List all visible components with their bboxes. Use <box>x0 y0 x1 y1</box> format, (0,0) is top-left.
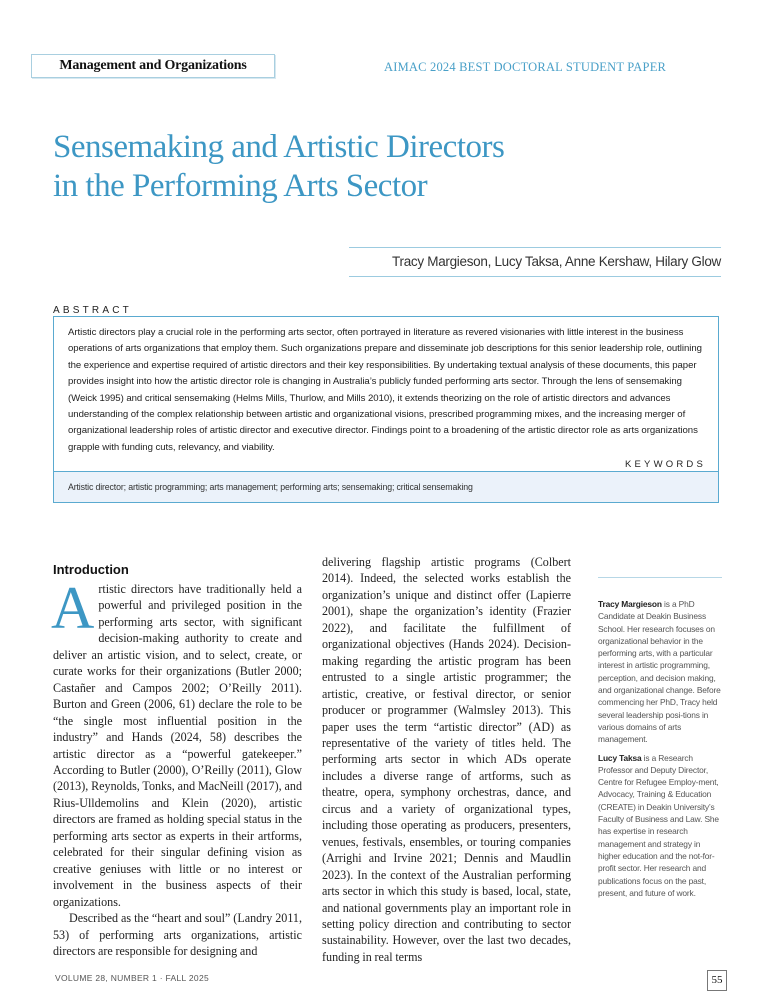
keywords-box <box>54 471 718 502</box>
article-title <box>53 128 693 206</box>
issue-info: VOLUME 28, NUMBER 1 · FALL 2025 <box>55 973 210 984</box>
abstract-text: Artistic directors play a crucial role in the performing arts sector, often portrayed in literature as revered visionaries with little interest in the business operations of arts organizations that employ them. Such organizations prepare and disseminate job descriptions for this senior leadership role, outlining the experience and expertise required of artistic directors and their key responsibilities. By undertaking textual analysis of these documents, this paper provides insight into how the artistic director role is changing in Australia’s publicly funded performing arts sector. Through the lens of sensemaking (Weick 1995) and critical sensemaking (Helms Mills, Thurlow, and Mills 2010), it extends theorizing on the role of artistic directors and advances understanding of the complex relationship between artistic and organizational visions, prescribed programming mixes, and the increasing merger of organizational leadership roles of artistic director and executive director. Findings point to a broadening of the artistic director role as arts organizations grapple with funding cuts, relevancy, and viability. <box>68 327 702 453</box>
abstract-label: ABSTRACT <box>53 305 132 316</box>
bio-text: is a PhD Candidate at Deakin Business School. Her research focuses on organizational behavior in the performing arts, with a particular interest in artistic programming, perception, and decision making, and organizational change. Before commencing her PhD, Tracy held several leadership posi-tions in various domains of arts management. <box>598 599 721 745</box>
drop-cap: A <box>51 575 95 641</box>
bio-name: Tracy Margieson <box>598 599 662 609</box>
authors-block <box>349 247 721 277</box>
introduction-heading: Introduction <box>53 562 129 577</box>
abstract-section <box>53 306 719 503</box>
page-number: 55 <box>707 970 727 991</box>
author-bio-taksa <box>598 752 722 900</box>
keywords-label: KEYWORDS <box>624 459 706 471</box>
bio-name: Lucy Taksa <box>598 752 642 763</box>
intro-paragraph-2-continued: delivering flagship artistic programs (Colbert 2014). Indeed, the selected works establish the organization’s unique and distinct offer (Lapierre 2001), shape the organization’s identity (Frazier 2022), and facilitate the fulfillment of organizational objectives (Hands 2024). Decision-making regarding the artistic program has been entrusted to a single artistic programmer; the artistic, creative, or festival director, or senior producer or programmer (Walmsley 2013). This paper uses the term “artistic director” (AD) as representative of the variety of titles held. The performing arts sector in which ADs operate includes a diverse range of artforms, such as theatre, opera, symphony orchestras, dance, and circus and a variety of organizational types, including those operating as producers, presenters, venues, festivals, ensembles, or touring companies (Arrighi and Irvine 2021; Dennis and Maudlin 2023). In the context of the Australian performing arts sector in which this study is based, local, state, and national governments play an important role in setting policy direction and contributing to sector sustainability. However, over the last two decades, funding in real terms <box>322 555 571 964</box>
award-label: AIMAC 2024 BEST DOCTORAL STUDENT PAPER <box>384 60 667 74</box>
keywords-text: Artistic director; artistic programming; arts management; performing arts; sensemaking; critical sensemaking <box>68 482 473 493</box>
intro-paragraph-2: Described as the “heart and soul” (Landry 2011, 53) of performing arts organizations, artistic directors are responsible for designing and <box>53 911 302 958</box>
author-bio-margieson <box>598 598 722 746</box>
article-title-line-2: in the Performing Arts Sector <box>53 168 428 204</box>
author-bios <box>598 577 722 899</box>
abstract-box <box>53 316 719 503</box>
section-tag: Management and Organizations <box>31 54 275 78</box>
article-title-line-1: Sensemaking and Artistic Directors <box>53 129 505 165</box>
body-column-2 <box>322 554 571 965</box>
intro-paragraph-1 <box>51 575 302 910</box>
bio-text: is a Research Professor and Deputy Director, Centre for Refugee Employ-ment, Advocacy, Training & Education (CREATE) in Deakin University’s Faculty of Business and Law. She has expertise in research management and strategy in higher education and the not-for-profit sector. Her research and publications focus on the past, present, and future of work. <box>598 752 719 898</box>
author-list: Tracy Margieson, Lucy Taksa, Anne Kershaw, Hilary Glow <box>392 254 721 269</box>
intro-paragraph-1-text: rtistic directors have traditionally held a powerful and privileged position in the performing arts sector, with significant decision-making authority to create and deliver an artistic vision, and to select, create, or curate works for their organizations (Butler 2000; Castañer and Campos 2002; O’Reilly 2011). Burton and Green (2006, 61) declare the role to be “the single most influential position in the industry” and Hands (2024, 58) describes the artistic director as a “powerful gatekeeper.” According to Butler (2000), O’Reilly (2011), Glow (2013), Reynolds, Tonks, and MacNeill (2017), and Rius-Ulldemolins and Klein (2020), artistic directors are framed as holding special status in the performing arts sector as experts in their artforms, celebrated for their singular defining vision as creative geniuses with little or no interest or involvement in the business aspects of their organizations. <box>53 582 302 909</box>
body-column-1 <box>51 575 302 959</box>
